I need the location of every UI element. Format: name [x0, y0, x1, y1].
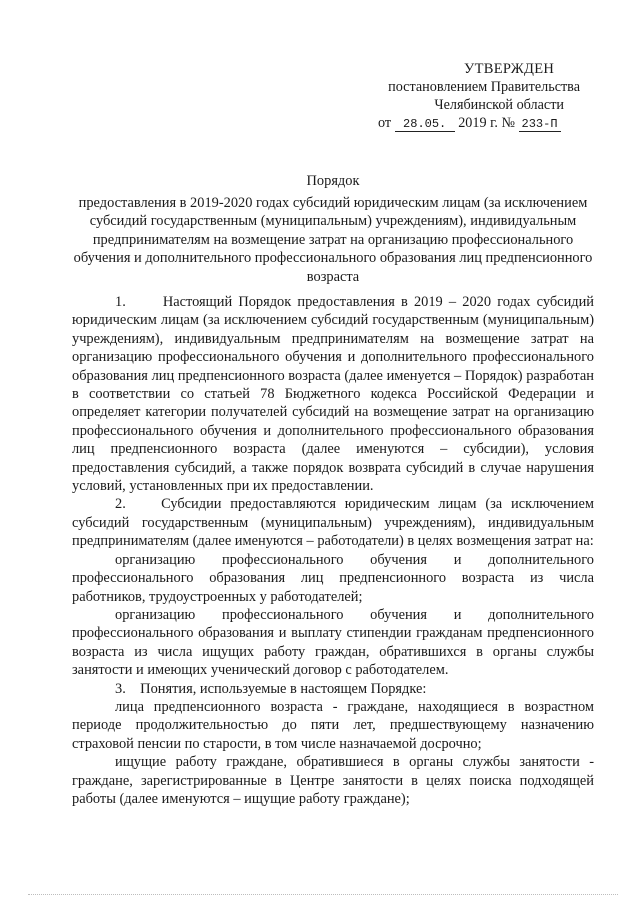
paragraph-2-item-1: организацию профессионального обучения и дополнительного профессионального образования лиц предпенсионного возраста из числа работников, трудоустроенных у работодателей;	[72, 551, 594, 605]
approval-line-resolution: постановлением Правительства	[388, 79, 580, 95]
paragraph-3: 3. Понятия, используемые в настоящем Порядке:	[115, 680, 427, 697]
paragraph-3-item-2: ищущие работу граждане, обратившиеся в органы службы занятости - граждане, зарегистрированные в Центре занятости в целях поиска подходящей работы (далее именуются – ищущие работу граждане);	[72, 754, 594, 807]
paragraph-2: 2. Субсидии предоставляются юридическим лицам (за исключением субсидий государственным (муниципальным) учреждениям), индивидуальным предпринимателям (далее именуются – работодатели) в целях возмещения затрат на:	[72, 496, 594, 550]
approval-title: УТВЕРЖДЕН	[464, 61, 555, 77]
date-value: 28.05.	[395, 117, 455, 132]
paragraph-2-item-2: организацию профессионального обучения и дополнительного профессионального образования и выплату стипендии гражданам предпенсионного возраста из числа ищущих работу граждан, обратившихся в органы службы занятости и имеющих ученический договор с работодателем.	[72, 606, 594, 679]
date-prefix: от	[378, 115, 392, 131]
number-sign: №	[501, 115, 515, 131]
paragraph-3-item-1: лица предпенсионного возраста - граждане, находящиеся в возрастном периоде продолжительностью до пяти лет, предшествующему назначению страховой пенсии по старости, в том числе назначаемой досрочно;	[72, 698, 594, 752]
document-description: предоставления в 2019-2020 годах субсидий юридическим лицам (за исключением субсидий государственным (муниципальным) учреждениям), индивидуальным предпринимателям на возмещение затрат на организацию профессионального обучения и дополнительного профессионального образования лиц предпенсионного возраста	[73, 194, 593, 285]
number-value: 233-П	[519, 117, 561, 132]
document-title-block	[72, 172, 594, 287]
page-bottom-divider	[28, 894, 618, 895]
document-heading: Порядок	[306, 173, 360, 189]
year-text: 2019 г.	[458, 115, 498, 131]
approval-line-region: Челябинской области	[434, 97, 564, 113]
approval-date-line	[372, 114, 592, 132]
approval-stamp	[372, 60, 592, 132]
document-body	[72, 293, 594, 808]
paragraph-1: 1. Настоящий Порядок предоставления в 2019 – 2020 годах субсидий юридическим лицам (за исключением субсидий государственным (муниципальным) учреждениям), индивидуальным предпринимателям на возмещение затрат на организацию профессионального обучения и дополнительного профессионального образования лиц предпенсионного возраста (далее именуется – Порядок) разработан в соответствии со статьей 78 Бюджетного кодекса Российской Федерации и определяет категории получателей субсидий на возмещение затрат на организацию профессионального обучения и дополнительного профессионального образования лиц предпенсионного возраста (далее именуются – субсидии), условия предоставления субсидий, а также порядок возврата субсидий в случае нарушения условий, установленных при их предоставлении.	[72, 294, 594, 495]
